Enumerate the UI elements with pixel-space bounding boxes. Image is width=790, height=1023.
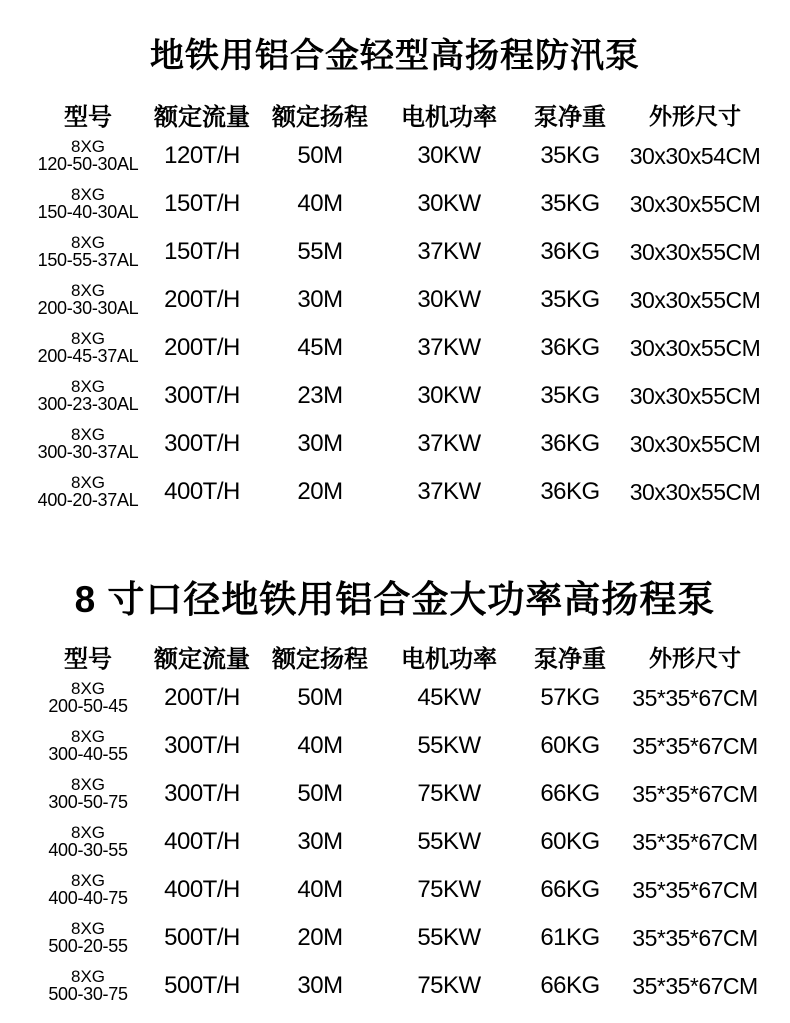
model-code: 200-45-37AL [37,346,139,367]
head-cell: 50M [297,142,343,169]
spec-section-light-pump [0,36,790,516]
model-cell [0,420,148,468]
model-code: 400-20-37AL [37,490,139,511]
size-cell: 30x30x54CM [629,142,761,169]
head-cell: 30M [297,286,343,313]
model-code: 300-30-37AL [37,442,139,463]
model-cell [0,722,148,770]
head-cell: 20M [297,924,343,951]
model-series: 8XG [70,184,106,204]
col-header-motor-power: 电机功率 [401,103,497,131]
weight-cell: 57KG [540,684,600,711]
spec-table-8inch-pump [0,638,790,1010]
head-cell: 40M [297,190,343,217]
size-cell: 30x30x55CM [629,286,761,313]
model-cell [0,468,148,516]
size-cell: 35*35*67CM [632,732,758,759]
model-cell [0,818,148,866]
head-cell: 30M [297,430,343,457]
flow-cell: 300T/H [164,732,240,759]
power-cell: 37KW [417,478,481,505]
model-cell [0,180,148,228]
flow-cell: 300T/H [164,430,240,457]
flow-cell: 200T/H [164,684,240,711]
power-cell: 75KW [417,780,481,807]
model-code: 150-40-30AL [37,202,139,223]
head-cell: 45M [297,334,343,361]
head-cell: 50M [297,780,343,807]
col-header-model: 型号 [64,103,112,131]
model-cell [0,324,148,372]
size-cell: 30x30x55CM [629,382,761,409]
weight-cell: 36KG [540,238,600,265]
model-cell [0,228,148,276]
power-cell: 37KW [417,334,481,361]
model-series: 8XG [70,136,106,156]
col-header-net-weight: 泵净重 [534,645,606,673]
model-code: 500-30-75 [48,984,128,1005]
model-series: 8XG [70,280,106,300]
model-code: 300-40-55 [48,744,128,765]
flow-cell: 150T/H [164,238,240,265]
flow-cell: 300T/H [164,780,240,807]
flow-cell: 200T/H [164,286,240,313]
col-header-net-weight: 泵净重 [534,103,606,131]
model-code: 500-20-55 [48,936,128,957]
weight-cell: 35KG [540,286,600,313]
power-cell: 30KW [417,190,481,217]
model-series: 8XG [70,870,106,890]
power-cell: 55KW [417,732,481,759]
flow-cell: 200T/H [164,334,240,361]
model-cell [0,674,148,722]
weight-cell: 35KG [540,190,600,217]
spec-table-light-pump [0,96,790,516]
model-series: 8XG [70,726,106,746]
head-cell: 40M [297,732,343,759]
power-cell: 45KW [417,684,481,711]
weight-cell: 36KG [540,334,600,361]
size-cell: 35*35*67CM [632,684,758,711]
weight-cell: 66KG [540,780,600,807]
size-cell: 30x30x55CM [629,238,761,265]
flow-cell: 300T/H [164,382,240,409]
head-cell: 50M [297,684,343,711]
col-header-model: 型号 [64,645,112,673]
size-cell: 35*35*67CM [632,780,758,807]
model-cell [0,962,148,1010]
model-series: 8XG [70,678,106,698]
flow-cell: 500T/H [164,924,240,951]
model-cell [0,914,148,962]
col-header-rated-head: 额定扬程 [272,645,368,673]
power-cell: 30KW [417,142,481,169]
model-series: 8XG [70,424,106,444]
model-cell [0,276,148,324]
flow-cell: 500T/H [164,972,240,999]
model-code: 150-55-37AL [37,250,139,271]
weight-cell: 60KG [540,732,600,759]
weight-cell: 66KG [540,876,600,903]
col-header-rated-flow: 额定流量 [154,645,250,673]
power-cell: 55KW [417,924,481,951]
model-cell [0,372,148,420]
head-cell: 23M [297,382,343,409]
size-cell: 35*35*67CM [632,828,758,855]
flow-cell: 120T/H [164,142,240,169]
size-cell: 30x30x55CM [629,478,761,505]
size-cell: 35*35*67CM [632,876,758,903]
weight-cell: 35KG [540,382,600,409]
section-title: 8 寸口径地铁用铝合金大功率高扬程泵 [74,579,716,620]
flow-cell: 400T/H [164,876,240,903]
size-cell: 30x30x55CM [629,430,761,457]
col-header-dimensions: 外形尺寸 [649,644,741,671]
power-cell: 30KW [417,382,481,409]
weight-cell: 66KG [540,972,600,999]
power-cell: 75KW [417,972,481,999]
power-cell: 55KW [417,828,481,855]
power-cell: 37KW [417,430,481,457]
col-header-motor-power: 电机功率 [401,645,497,673]
model-series: 8XG [70,822,106,842]
flow-cell: 400T/H [164,828,240,855]
col-header-rated-flow: 额定流量 [154,103,250,131]
model-series: 8XG [70,966,106,986]
head-cell: 20M [297,478,343,505]
weight-cell: 61KG [540,924,600,951]
weight-cell: 36KG [540,430,600,457]
weight-cell: 36KG [540,478,600,505]
head-cell: 40M [297,876,343,903]
model-series: 8XG [70,232,106,252]
size-cell: 35*35*67CM [632,924,758,951]
head-cell: 55M [297,238,343,265]
model-code: 400-30-55 [48,840,128,861]
model-code: 300-23-30AL [37,394,139,415]
flow-cell: 400T/H [164,478,240,505]
model-series: 8XG [70,472,106,492]
model-series: 8XG [70,328,106,348]
model-code: 200-30-30AL [37,298,139,319]
section-title: 地铁用铝合金轻型高扬程防汛泵 [150,37,640,75]
weight-cell: 60KG [540,828,600,855]
model-code: 200-50-45 [48,696,128,717]
model-code: 300-50-75 [48,792,128,813]
size-cell: 35*35*67CM [632,972,758,999]
col-header-dimensions: 外形尺寸 [649,102,741,129]
model-cell [0,770,148,818]
size-cell: 30x30x55CM [629,190,761,217]
col-header-rated-head: 额定扬程 [272,103,368,131]
model-cell [0,866,148,914]
model-cell [0,132,148,180]
model-code: 400-40-75 [48,888,128,909]
size-cell: 30x30x55CM [629,334,761,361]
model-series: 8XG [70,376,106,396]
model-series: 8XG [70,774,106,794]
model-code: 120-50-30AL [37,154,139,175]
model-series: 8XG [70,918,106,938]
head-cell: 30M [297,828,343,855]
power-cell: 75KW [417,876,481,903]
flow-cell: 150T/H [164,190,240,217]
head-cell: 30M [297,972,343,999]
spec-section-8inch-pump [0,578,790,1010]
weight-cell: 35KG [540,142,600,169]
power-cell: 37KW [417,238,481,265]
power-cell: 30KW [417,286,481,313]
